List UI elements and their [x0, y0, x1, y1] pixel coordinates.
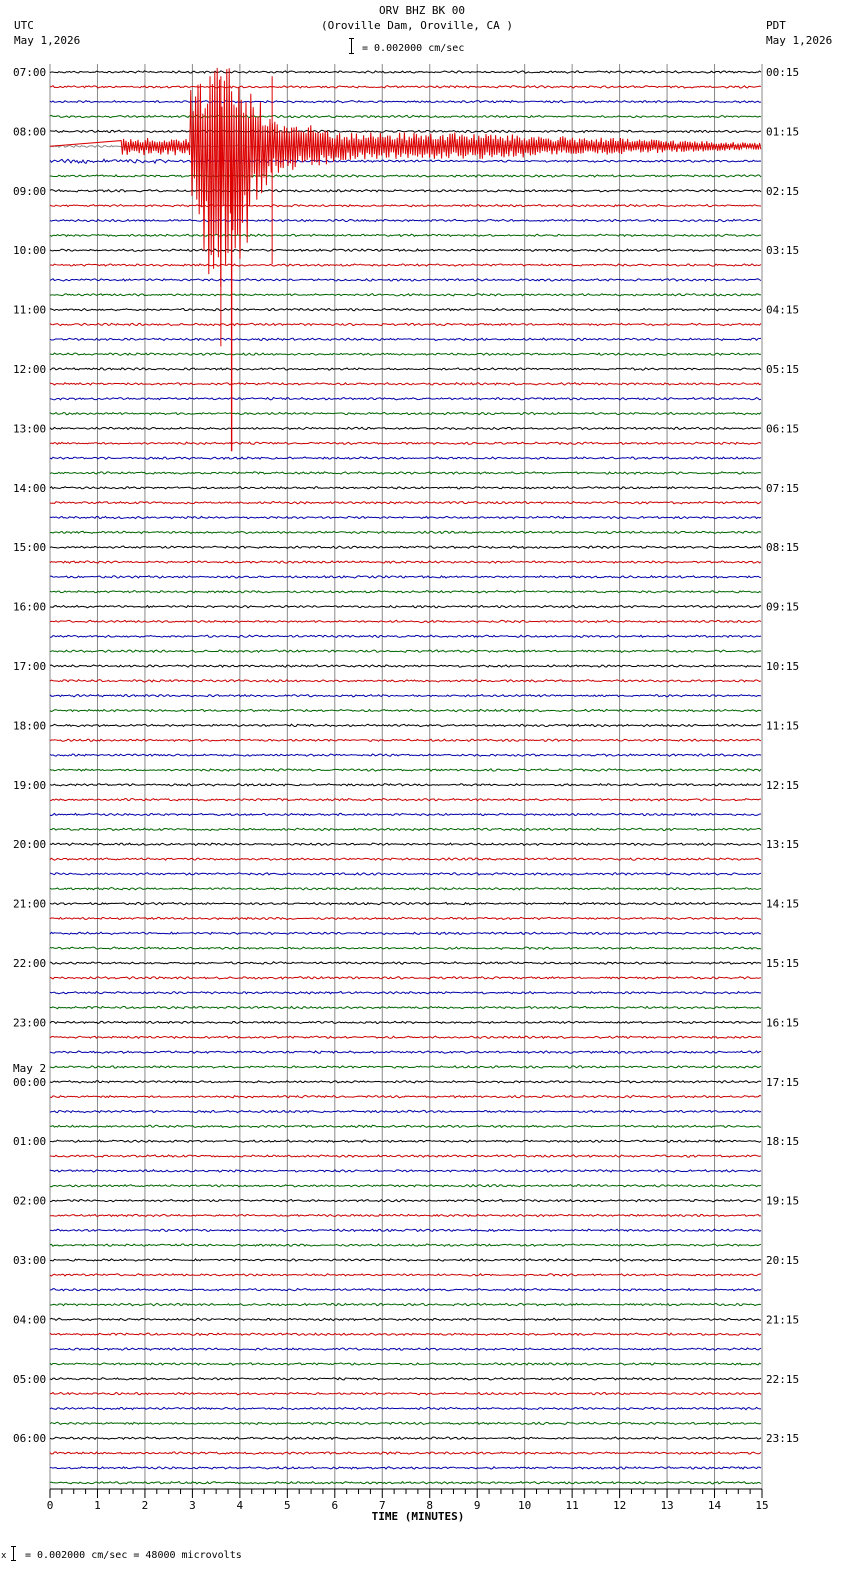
- trace-86: [50, 1348, 761, 1350]
- trace-39: [50, 650, 761, 652]
- pdt-label: 02:15: [766, 184, 800, 198]
- utc-label: 04:00: [13, 1313, 47, 1327]
- trace-8: [50, 190, 761, 192]
- trace-20: [50, 368, 761, 370]
- trace-84: [50, 1318, 761, 1320]
- trace-89: [50, 1392, 761, 1394]
- utc-label: 00:00: [13, 1075, 47, 1089]
- pdt-label: 21:15: [766, 1313, 800, 1327]
- x-tick-label: 1: [94, 1499, 101, 1512]
- right-timezone: PDT: [766, 19, 786, 32]
- utc-label: 15:00: [13, 541, 47, 555]
- utc-label: 17:00: [13, 660, 47, 673]
- trace-54: [50, 873, 761, 875]
- trace-1: [50, 86, 761, 88]
- trace-32: [50, 546, 761, 548]
- utc-label: 14:00: [13, 481, 47, 495]
- trace-2: [50, 101, 761, 103]
- trace-30: [50, 516, 761, 518]
- x-tick-label: 9: [473, 1499, 481, 1512]
- x-tick-label: 8: [426, 1499, 434, 1512]
- pdt-label: 01:15: [766, 125, 800, 139]
- x-tick-label: 12: [612, 1499, 627, 1512]
- pdt-label: 12:15: [766, 778, 800, 792]
- utc-label: 08:00: [13, 125, 47, 139]
- trace-75: [50, 1185, 761, 1187]
- trace-80: [50, 1259, 761, 1261]
- trace-45: [50, 739, 761, 741]
- utc-label: 23:00: [13, 1016, 47, 1030]
- trace-95: [50, 1482, 761, 1484]
- trace-9: [50, 204, 761, 206]
- trace-68: [50, 1081, 761, 1083]
- trace-61: [50, 977, 761, 979]
- footer-scale-text: = 0.002000 cm/sec = 48000 microvolts: [25, 1550, 242, 1561]
- pdt-label: 00:15: [766, 66, 800, 79]
- trace-91: [50, 1422, 761, 1424]
- trace-12: [50, 249, 761, 251]
- pdt-label: 23:15: [766, 1432, 800, 1446]
- trace-49: [50, 798, 761, 800]
- x-tick-label: 2: [141, 1499, 149, 1512]
- time-axis: [47, 1489, 769, 1512]
- utc-label: 19:00: [13, 778, 47, 792]
- left-timezone: UTC: [14, 19, 34, 32]
- utc-label: 18:00: [13, 719, 47, 733]
- trace-44: [50, 724, 761, 726]
- trace-16: [50, 308, 761, 310]
- trace-21: [50, 383, 761, 385]
- utc-label: 16:00: [13, 600, 47, 614]
- trace-33: [50, 561, 761, 563]
- pdt-label: 18:15: [766, 1135, 800, 1149]
- trace-81: [50, 1274, 761, 1276]
- trace-92: [50, 1437, 761, 1439]
- utc-label: 07:00: [13, 66, 47, 79]
- trace-51: [50, 828, 761, 830]
- trace-53: [50, 858, 761, 860]
- left-date: May 1,2026: [14, 34, 81, 47]
- utc-label: 12:00: [13, 363, 47, 376]
- trace-85: [50, 1333, 761, 1335]
- trace-57: [50, 917, 761, 919]
- trace-71: [50, 1125, 761, 1127]
- trace-19: [50, 353, 761, 355]
- trace-35: [50, 591, 761, 593]
- pdt-label: 14:15: [766, 897, 800, 911]
- trace-78: [50, 1229, 761, 1231]
- trace-14: [50, 279, 761, 281]
- pdt-label: 04:15: [766, 303, 800, 317]
- pdt-label: 16:15: [766, 1016, 800, 1030]
- trace-17: [50, 323, 761, 325]
- trace-87: [50, 1363, 761, 1365]
- pdt-label: 13:15: [766, 838, 800, 852]
- utc-label: 20:00: [13, 838, 47, 852]
- trace-83: [50, 1303, 761, 1305]
- trace-4: [50, 130, 761, 132]
- trace-27: [50, 472, 761, 474]
- trace-77: [50, 1214, 761, 1216]
- trace-65: [50, 1036, 761, 1038]
- pdt-label: 20:15: [766, 1254, 800, 1267]
- utc-label: 13:00: [13, 422, 47, 436]
- trace-time-labels: [13, 66, 799, 1445]
- trace-47: [50, 769, 761, 771]
- pdt-label: 06:15: [766, 422, 800, 436]
- footer-scale-bar-icon: [11, 1546, 17, 1561]
- trace-22: [50, 398, 761, 400]
- trace-3: [50, 115, 761, 117]
- trace-23: [50, 412, 761, 414]
- trace-28: [50, 487, 761, 489]
- x-tick-label: 0: [46, 1499, 54, 1512]
- trace-0: [50, 71, 761, 73]
- trace-55: [50, 888, 761, 890]
- trace-79: [50, 1244, 761, 1246]
- trace-31: [50, 531, 761, 533]
- x-tick-label: 4: [236, 1499, 244, 1512]
- trace-59: [50, 947, 761, 949]
- seismogram-traces: [50, 68, 761, 1484]
- pdt-label: 10:15: [766, 660, 800, 673]
- trace-36: [50, 605, 761, 607]
- x-tick-label: 14: [707, 1499, 722, 1512]
- x-tick-label: 6: [331, 1499, 339, 1512]
- x-tick-label: 11: [565, 1499, 579, 1512]
- trace-11: [50, 234, 761, 236]
- pdt-label: 09:15: [766, 600, 800, 614]
- x-tick-label: 10: [518, 1499, 532, 1512]
- utc-label: 01:00: [13, 1135, 47, 1149]
- trace-10: [50, 219, 761, 221]
- trace-25: [50, 442, 761, 444]
- trace-18: [50, 338, 761, 340]
- trace-15: [50, 294, 761, 296]
- utc-label: 09:00: [13, 184, 47, 198]
- x-tick-label: 15: [755, 1499, 769, 1512]
- trace-72: [50, 1140, 761, 1142]
- trace-26: [50, 457, 761, 459]
- pdt-label: 05:15: [766, 363, 800, 376]
- trace-73: [50, 1155, 761, 1157]
- trace-66: [50, 1051, 761, 1053]
- x-tick-label: 7: [378, 1499, 386, 1512]
- pdt-label: 11:15: [766, 719, 800, 733]
- trace-40: [50, 665, 761, 667]
- trace-94: [50, 1467, 761, 1469]
- utc-label: 03:00: [13, 1254, 47, 1267]
- x-tick-label: 13: [660, 1499, 674, 1512]
- utc-label: 21:00: [13, 897, 47, 911]
- trace-24: [50, 427, 761, 429]
- x-tick-label: 3: [189, 1499, 196, 1512]
- pdt-label: 15:15: [766, 957, 800, 970]
- pdt-label: 22:15: [766, 1372, 800, 1386]
- trace-29: [50, 501, 761, 503]
- x-axis-title: TIME (MINUTES): [371, 1510, 465, 1523]
- trace-50: [50, 813, 761, 815]
- trace-42: [50, 695, 761, 697]
- trace-7: [50, 175, 761, 177]
- footer-mark: x: [1, 1551, 7, 1561]
- trace-58: [50, 932, 761, 934]
- right-date: May 1,2026: [766, 34, 833, 47]
- trace-46: [50, 754, 761, 756]
- trace-63: [50, 1006, 761, 1008]
- utc-date-label: May 2: [13, 1061, 47, 1075]
- trace-82: [50, 1289, 761, 1291]
- trace-67: [50, 1066, 761, 1068]
- station-title: ORV BHZ BK 00: [378, 4, 466, 17]
- trace-56: [50, 902, 761, 904]
- pdt-label: 08:15: [766, 541, 800, 555]
- pdt-label: 07:15: [766, 481, 800, 495]
- scale-text: = 0.002000 cm/sec: [362, 43, 465, 54]
- trace-52: [50, 843, 761, 845]
- utc-label: 10:00: [13, 244, 47, 258]
- pdt-label: 03:15: [766, 244, 800, 258]
- x-tick-label: 5: [284, 1499, 291, 1512]
- trace-93: [50, 1452, 761, 1454]
- utc-label: 22:00: [13, 957, 47, 970]
- trace-41: [50, 680, 761, 682]
- trace-88: [50, 1378, 761, 1380]
- trace-48: [50, 784, 761, 786]
- trace-74: [50, 1170, 761, 1172]
- trace-34: [50, 576, 761, 578]
- trace-69: [50, 1095, 761, 1097]
- trace-64: [50, 1021, 761, 1023]
- trace-13: [50, 264, 761, 266]
- trace-90: [50, 1407, 761, 1409]
- utc-label: 11:00: [13, 303, 47, 317]
- trace-38: [50, 635, 761, 637]
- utc-label: 02:00: [13, 1194, 47, 1208]
- utc-label: 05:00: [13, 1372, 47, 1386]
- station-location: (Oroville Dam, Oroville, CA ): [320, 19, 514, 32]
- trace-60: [50, 962, 761, 964]
- utc-label: 06:00: [13, 1432, 47, 1446]
- trace-76: [50, 1199, 761, 1201]
- pdt-label: 17:15: [766, 1075, 800, 1089]
- trace-6: [50, 159, 761, 163]
- trace-62: [50, 992, 761, 994]
- trace-37: [50, 620, 761, 622]
- trace-70: [50, 1110, 761, 1112]
- pdt-label: 19:15: [766, 1194, 800, 1208]
- trace-43: [50, 709, 761, 711]
